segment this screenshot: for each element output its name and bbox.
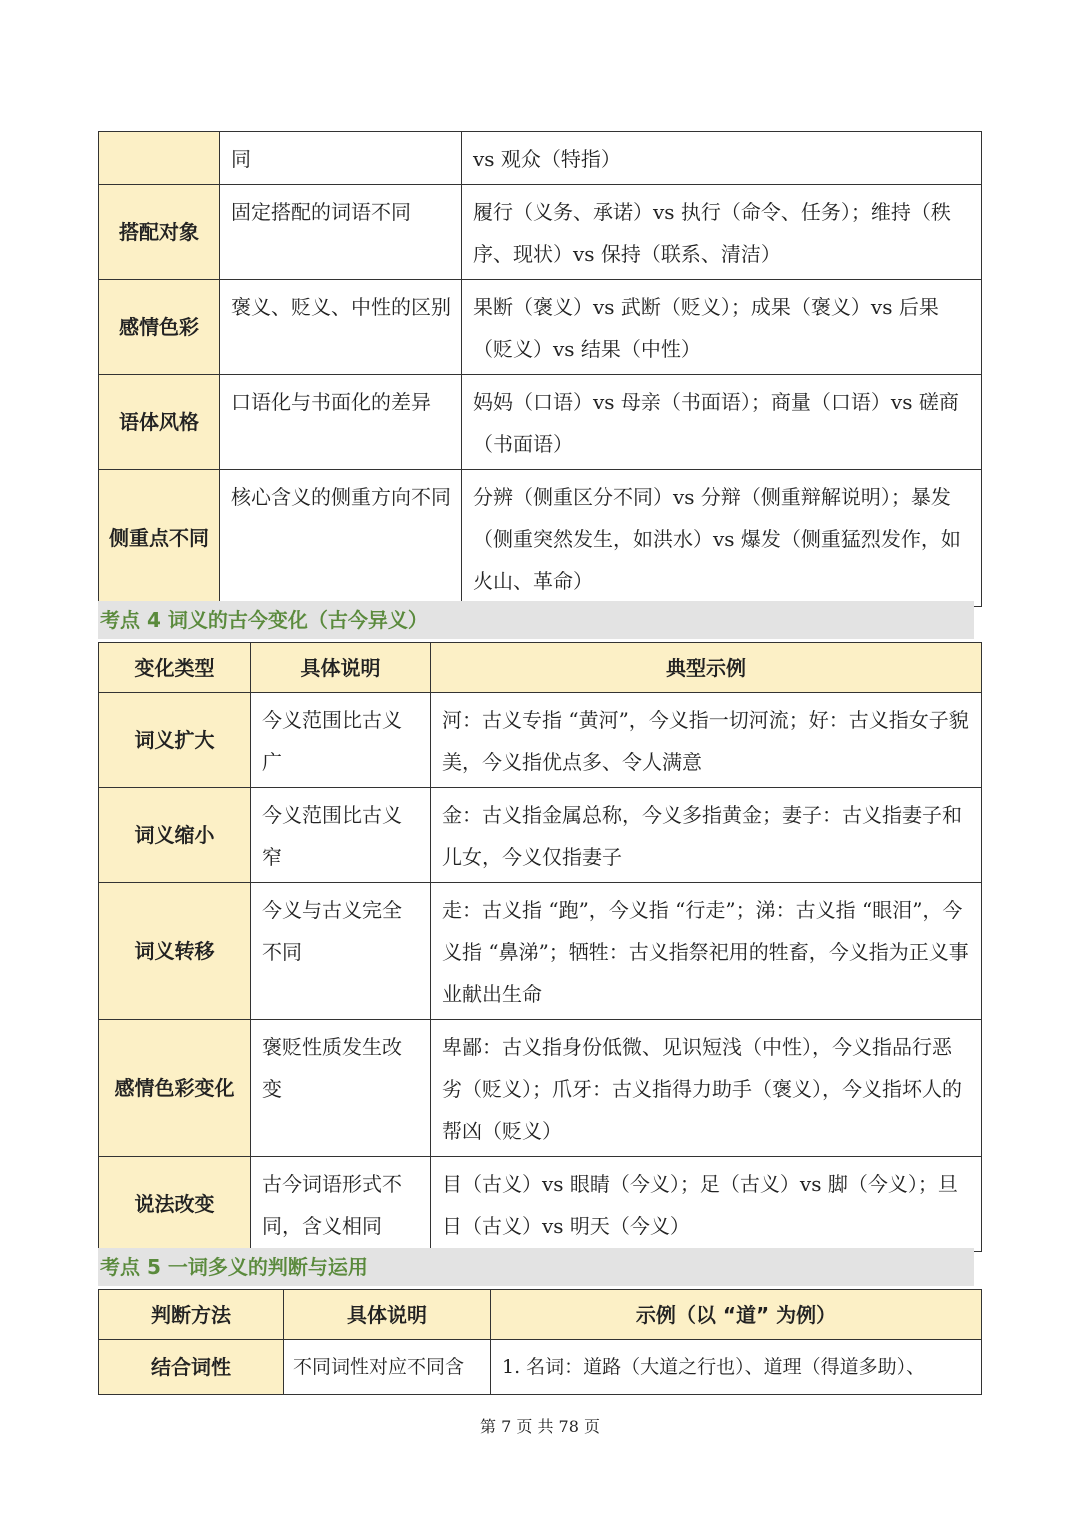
row-label: 语体风格 [99,375,220,470]
row-label: 感情色彩 [99,280,220,375]
table-row [99,883,982,1020]
column-header: 示例（以 “道” 为例） [491,1290,982,1340]
section-heading-5: 考点 5 一词多义的判断与运用 [98,1248,974,1286]
row-description: 今义范围比古义广 [251,693,431,788]
row-description: 同 [220,132,462,185]
row-description: 核心含义的侧重方向不同 [220,470,462,607]
section-heading-4: 考点 4 词义的古今变化（古今异义） [98,601,974,639]
table-near-synonyms-continued [98,131,982,607]
table-row [99,470,982,607]
row-example: 分辨（侧重区分不同）vs 分辩（侧重辩解说明）；暴发（侧重突然发生，如洪水）vs 爆发（侧重猛烈发作，如火山、革命） [462,470,982,607]
column-header: 具体说明 [251,643,431,693]
column-header: 判断方法 [99,1290,284,1340]
row-example: 卑鄙：古义指身份低微、见识短浅（中性），今义指品行恶劣（贬义）；爪牙：古义指得力助手（褒义），今义指坏人的帮凶（贬义） [431,1020,982,1157]
column-header: 变化类型 [99,643,251,693]
table-ancient-modern-meaning [98,642,982,1252]
table-row [99,1020,982,1157]
row-label: 词义缩小 [99,788,251,883]
row-description: 今义范围比古义窄 [251,788,431,883]
table-row [99,1340,982,1395]
table-row [99,132,982,185]
table-row [99,375,982,470]
row-example: 妈妈（口语）vs 母亲（书面语）；商量（口语）vs 磋商（书面语） [462,375,982,470]
row-example: vs 观众（特指） [462,132,982,185]
row-label: 说法改变 [99,1157,251,1252]
row-example: 1. 名词：道路（大道之行也）、道理（得道多助）、 [491,1340,982,1395]
table-polysemy [98,1289,982,1395]
row-description: 褒贬性质发生改变 [251,1020,431,1157]
row-label: 感情色彩变化 [99,1020,251,1157]
table-header-row [99,1290,982,1340]
row-description: 今义与古义完全不同 [251,883,431,1020]
row-description: 不同词性对应不同含 [284,1340,491,1395]
table-row [99,788,982,883]
row-example: 金：古义指金属总称，今义多指黄金；妻子：古义指妻子和儿女，今义仅指妻子 [431,788,982,883]
row-label: 词义转移 [99,883,251,1020]
row-description: 古今词语形式不同，含义相同 [251,1157,431,1252]
row-description: 褒义、贬义、中性的区别 [220,280,462,375]
row-label: 结合词性 [99,1340,284,1395]
row-example: 果断（褒义）vs 武断（贬义）；成果（褒义）vs 后果（贬义）vs 结果（中性） [462,280,982,375]
table-header-row [99,643,982,693]
row-description: 口语化与书面化的差异 [220,375,462,470]
row-example: 河：古义专指 “黄河”，今义指一切河流；好：古义指女子貌美，今义指优点多、令人满意 [431,693,982,788]
page-number: 第 7 页 共 78 页 [480,1417,600,1436]
row-label [99,132,220,185]
row-example: 履行（义务、承诺）vs 执行（命令、任务）；维持（秩序、现状）vs 保持（联系、清洁） [462,185,982,280]
row-example: 走：古义指 “跑”，今义指 “行走”；涕：古义指 “眼泪”，今义指 “鼻涕”；牺牲：古义指祭祀用的牲畜，今义指为正义事业献出生命 [431,883,982,1020]
row-label: 侧重点不同 [99,470,220,607]
table-row [99,1157,982,1252]
row-example: 目（古义）vs 眼睛（今义）；足（古义）vs 脚（今义）；旦日（古义）vs 明天（今义） [431,1157,982,1252]
column-header: 具体说明 [284,1290,491,1340]
row-description: 固定搭配的词语不同 [220,185,462,280]
table-row [99,693,982,788]
column-header: 典型示例 [431,643,982,693]
row-label: 搭配对象 [99,185,220,280]
table-row [99,185,982,280]
table-row [99,280,982,375]
row-label: 词义扩大 [99,693,251,788]
